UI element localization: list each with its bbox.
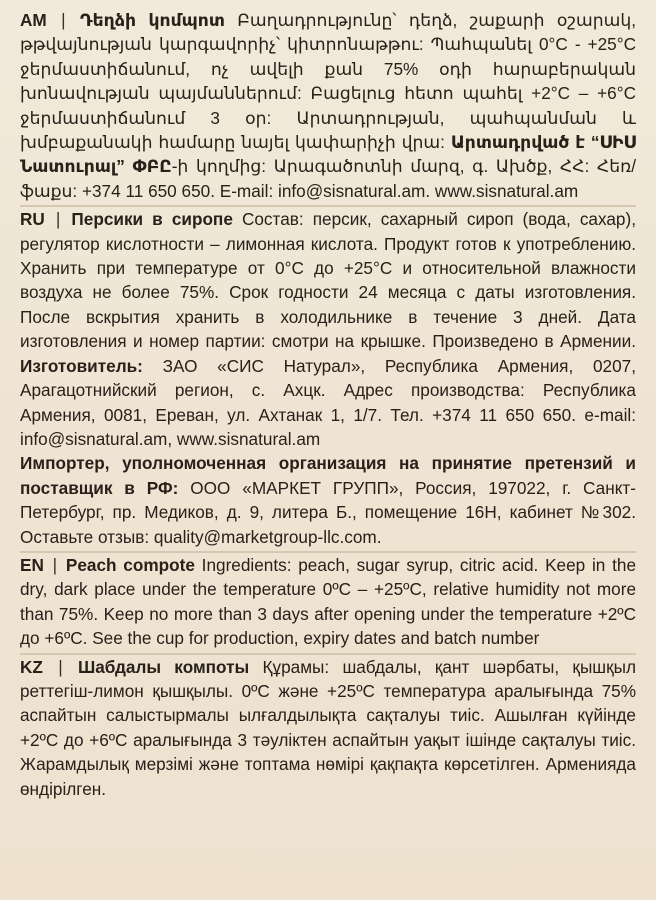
- product-title-ru: Персики в сиропе: [71, 209, 233, 230]
- product-title-en: Peach compote: [65, 554, 195, 575]
- section-kz: [20, 653, 636, 801]
- body-text-kz: Құрамы: шабдалы, қант шәрбаты, қышқыл реттегіш-лимон қышқылы. 0ºC және +25ºC температура аралығында 75% аспайтын салыстырмалы ылғалдылықта сақталуы тиіс. Ашылған күйінде +2ºC до +6ºC аралығында 3 тәуліктен аспайтын уақыт ішінде сақталуы тиіс. Жарамдылық мерзімі және топтама нөмірі қақпақта көрсетілген. Арменияда өндірілген.: [20, 656, 636, 799]
- producer-am: Արտադրված է “ՍԻՍ Նատուրալ” ՓԲԸ: [20, 132, 636, 177]
- body-text-ru: Состав: персик, сахарный сироп (вода, сахар), регулятор кислотности – лимонная кислота. Продукт готов к употреблению. Хранить при температуре от 0°C до +25°C и относительной влажности воздуха не более 75%. Срок годности 24 месяца с даты изготовления. После вскрытия хранить в холодильнике в течение 3 дней. Дата изготовления и номер партии: смотри на крышке. Произведено в Армении.: [20, 209, 636, 352]
- separator: |: [61, 10, 66, 30]
- section-en: [20, 551, 636, 651]
- section-ru-importer: [20, 451, 636, 549]
- lang-code-am: AM: [20, 10, 47, 30]
- section-am: [20, 8, 636, 203]
- importer-label-ru: Импортер, уполномоченная организация на принятие претензий и поставщик в РФ:: [20, 453, 636, 498]
- lang-code-kz: KZ: [20, 656, 43, 677]
- section-ru: [20, 205, 636, 451]
- lang-code-en: EN: [20, 554, 44, 575]
- contact-text-am: -ի կողմից: Արագածոտնի մարզ, գ. Ախծք, ՀՀ: Հեռ/ֆաքս: +374 11 650 650. E-mail: info@sisnatural.am. www.sisnatural.am: [20, 156, 637, 201]
- product-title-kz: Шабдалы компоты: [77, 656, 250, 677]
- lang-code-ru: RU: [20, 209, 45, 230]
- manufacturer-text-ru: ЗАО «СИС Натурал», Республика Армения, 0207, Арагацотнийский регион, с. Ахцк. Адрес производства: Республика Армения, 0081, Ереван, ул. Ахтанак 1, 1/7. Тел. +374 11 650 650. e-mail: info@sisnatural.am, www.sisnatural.am: [20, 355, 636, 449]
- product-title-am: Դեղձի կոմպոտ: [80, 10, 225, 30]
- body-text-en: Ingredients: peach, sugar syrup, citric acid. Keep in the dry, dark place under the temperature 0ºC – +25ºC, relative humidity not more than 75%. Keep no more than 3 days after opening under the temperature +2ºC до +6ºC. See the cup for production, expiry dates and batch number: [20, 554, 637, 649]
- manufacturer-label-ru: Изготовитель:: [20, 355, 143, 376]
- separator: |: [58, 656, 63, 677]
- separator: |: [55, 209, 61, 230]
- importer-text-ru: ООО «МАРКЕТ ГРУПП», Россия, 197022, г. Санкт-Петербург, пр. Медиков, д. 9, литера Б., помещение 16Н, кабинет №302. Оставьте отзыв: quality@marketgroup-llc.com.: [20, 477, 636, 547]
- body-text-am: Բաղադրությունը՝ դեղձ, շաքարի օշարակ, թթվայնության կարգավորիչ՝ կիտրոնաթթու: Պահպանել 0°C - +25°C ջերմաստիճանում, ոչ ավելի քան 75% օդի հարաբերական խոնավության պայմաններում: Բացելուց հետո պահել +2°C – +6°C ջերմաստիճանում 3 օր: Արտադրության, պահպանման և խմբաքանակի համարը նայել կափարիչի վրա:: [20, 10, 637, 153]
- separator: |: [52, 554, 58, 575]
